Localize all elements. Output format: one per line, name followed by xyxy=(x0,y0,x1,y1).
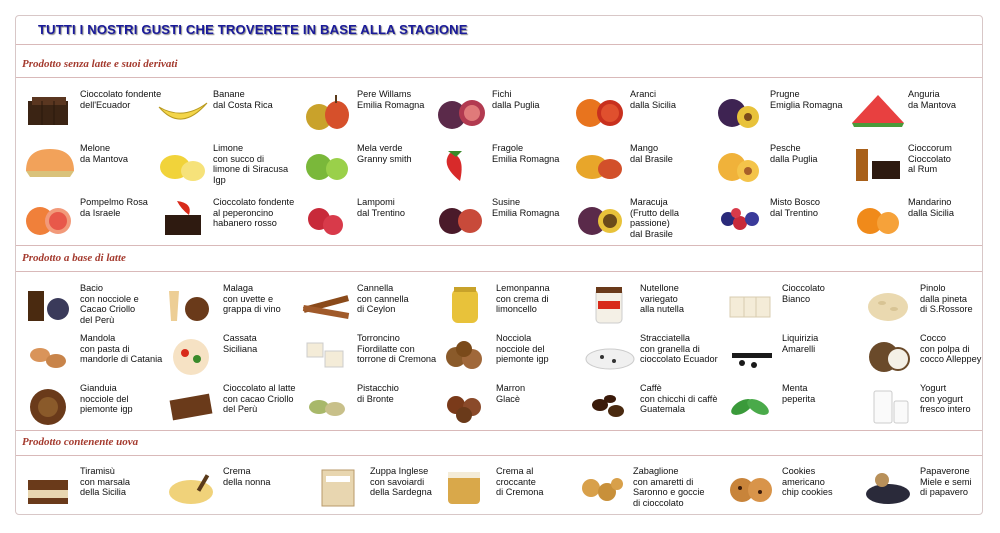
flavor-label: Lampomi dal Trentino xyxy=(357,197,406,218)
divider xyxy=(16,245,982,246)
flavor-label: Gianduia nocciole del piemonte igp xyxy=(80,383,133,414)
flavor-label: Malaga con uvette e grappa di vino xyxy=(223,283,281,314)
coffee-beans-icon xyxy=(580,381,638,427)
bacio-chocolate-icon xyxy=(20,281,78,327)
flavor-label: Mango dal Brasile xyxy=(630,143,673,164)
flavor-item xyxy=(297,195,435,241)
flavor-item xyxy=(436,381,574,427)
crunchy-cream-icon xyxy=(436,464,494,510)
poppy-seeds-icon xyxy=(860,464,918,510)
flavor-label: Torroncino Fiordilatte con torrone di Cremona xyxy=(357,333,437,364)
pistachio-icon xyxy=(297,381,355,427)
flavor-label: Cioccolato al latte con cacao Criollo del Perù xyxy=(223,383,296,414)
flavor-item xyxy=(860,381,998,427)
lemon-icon xyxy=(153,141,211,187)
chili-chocolate-icon xyxy=(153,195,211,241)
mango-icon xyxy=(570,141,628,187)
flavor-label: Anguria da Mantova xyxy=(908,89,957,110)
divider xyxy=(16,430,982,431)
divider xyxy=(16,455,982,456)
flavor-label: Mandola con pasta di mandorle di Catania xyxy=(80,333,163,364)
flavor-label: Pistacchio di Bronte xyxy=(357,383,399,404)
flavor-label: Fragole Emilia Romagna xyxy=(492,143,560,164)
flavor-item xyxy=(860,464,998,510)
flavor-label: Cocco con polpa di cocco Alleppey xyxy=(920,333,982,364)
mixed-berries-icon xyxy=(710,195,768,241)
flavor-label: Cioccorum Cioccolato al Rum xyxy=(908,143,952,174)
flavor-item xyxy=(153,195,295,241)
cinnamon-icon xyxy=(297,281,355,327)
flavor-item xyxy=(432,195,570,241)
flavor-label: Melone da Mantova xyxy=(80,143,129,164)
flavor-label: Crema della nonna xyxy=(223,466,271,487)
stracciatella-icon xyxy=(580,331,638,377)
orange-icon xyxy=(570,87,628,133)
flavor-item xyxy=(20,381,158,427)
pine-nuts-icon xyxy=(860,281,918,327)
flavor-item xyxy=(860,331,998,377)
flavor-item xyxy=(580,281,718,327)
flavor-item xyxy=(297,381,435,427)
flavor-item xyxy=(436,331,574,377)
flavor-item xyxy=(580,381,718,427)
flavor-label: Marron Glacè xyxy=(496,383,526,404)
flavor-item xyxy=(436,281,574,327)
mint-leaves-icon xyxy=(722,381,780,427)
page-title: TUTTI I NOSTRI GUSTI CHE TROVERETE IN BASE ALLA STAGIONE xyxy=(38,22,468,37)
flavor-label: Pere Willams Emilia Romagna xyxy=(357,89,425,110)
flavor-label: Papaverone Miele e semi di papavero xyxy=(920,466,972,497)
flavor-label: Mela verde Granny smith xyxy=(357,143,412,164)
peach-icon xyxy=(710,141,768,187)
flavor-label: Zabaglione con amaretti di Saronno e goccie di cioccolato xyxy=(633,466,705,508)
flavor-label: Cioccolato fondente al peperoncino habanero rosso xyxy=(213,197,295,228)
divider xyxy=(16,271,982,272)
flavor-item xyxy=(163,464,301,510)
flavor-item xyxy=(432,141,570,187)
flavor-label: Banane dal Costa Rica xyxy=(213,89,273,110)
flavor-item xyxy=(860,281,998,327)
flavor-item xyxy=(848,87,986,133)
flavor-label: Cassata Siciliana xyxy=(223,333,258,354)
melon-icon xyxy=(20,141,78,187)
flavor-label: Misto Bosco dal Trentino xyxy=(770,197,821,218)
flavor-label: Tiramisù con marsala della Sicilia xyxy=(80,466,131,497)
tiramisu-icon xyxy=(20,464,78,510)
flavor-item xyxy=(848,141,986,187)
fig-icon xyxy=(432,87,490,133)
flavor-item xyxy=(848,195,986,241)
mandarin-icon xyxy=(848,195,906,241)
flavor-item xyxy=(722,281,860,327)
flavor-item xyxy=(153,141,291,187)
flavor-label: Mandarino dalla Sicilia xyxy=(908,197,954,218)
flavor-item xyxy=(20,141,158,187)
flavor-label: Fichi dalla Puglia xyxy=(492,89,540,110)
flavor-label: Pompelmo Rosa da Israele xyxy=(80,197,148,218)
flavor-label: Prugne Emiglia Romagna xyxy=(770,89,843,110)
flavor-label: Susine Emilia Romagna xyxy=(492,197,560,218)
limoncello-jar-icon xyxy=(436,281,494,327)
nougat-icon xyxy=(297,331,355,377)
yogurt-glass-icon xyxy=(860,381,918,427)
flavor-label: Caffè con chicchi di caffè Guatemala xyxy=(640,383,718,414)
flavor-item xyxy=(20,331,163,377)
coconut-icon xyxy=(860,331,918,377)
divider xyxy=(16,77,982,78)
flavor-label: Liquirizia Amarelli xyxy=(782,333,819,354)
flavor-label: Nocciola nocciole del piemonte igp xyxy=(496,333,549,364)
passion-fruit-icon xyxy=(570,195,628,241)
ladyfingers-box-icon xyxy=(310,464,368,510)
flavor-item xyxy=(153,87,291,133)
milk-chocolate-icon xyxy=(163,381,221,427)
flavor-item xyxy=(432,87,570,133)
divider xyxy=(16,44,982,45)
raspberry-icon xyxy=(297,195,355,241)
plum-halves-icon xyxy=(432,195,490,241)
flavor-label: Limone con succo di limone di Siracusa Igp xyxy=(213,143,289,185)
flavor-item xyxy=(163,281,301,327)
flavor-item xyxy=(710,195,848,241)
flavor-item xyxy=(310,464,448,510)
flavor-label: Bacio con nocciole e Cacao Criollo del Perù xyxy=(80,283,139,325)
flavor-item xyxy=(710,87,848,133)
flavor-item xyxy=(297,331,435,377)
flavor-label: Pesche dalla Puglia xyxy=(770,143,818,164)
hazelnut-icon xyxy=(436,331,494,377)
flavor-item xyxy=(570,87,708,133)
flavor-item xyxy=(722,464,860,510)
section-title-dairy-free: Prodotto senza latte e suoi derivati xyxy=(22,58,178,70)
flavor-label: Nutellone variegato alla nutella xyxy=(640,283,684,314)
flavor-label: Lemonpanna con crema di limoncello xyxy=(496,283,550,314)
flavor-item xyxy=(436,464,574,510)
flavor-item xyxy=(20,87,162,133)
cassata-icon xyxy=(163,331,221,377)
white-chocolate-icon xyxy=(722,281,780,327)
flavor-item xyxy=(20,464,158,510)
grapefruit-icon xyxy=(20,195,78,241)
flavor-label: Aranci dalla Sicilia xyxy=(630,89,676,110)
flavor-label: Zuppa Inglese con savoiardi della Sardegna xyxy=(370,466,432,497)
section-title-egg-based: Prodotto contenente uova xyxy=(22,436,139,448)
flavor-label: Yogurt con yogurt fresco intero xyxy=(920,383,971,414)
chocolate-bar-icon xyxy=(20,87,78,133)
chestnut-icon xyxy=(436,381,494,427)
green-apple-icon xyxy=(297,141,355,187)
cookies-icon xyxy=(722,464,780,510)
flavor-label: Stracciatella con granella di cioccolato Ecuador xyxy=(640,333,718,364)
flavor-item xyxy=(710,141,848,187)
custard-icon xyxy=(163,464,221,510)
nutella-jar-icon xyxy=(580,281,638,327)
raisins-icon xyxy=(163,281,221,327)
flavor-label: Pinolo dalla pineta di S.Rossore xyxy=(920,283,973,314)
section-title-milk-based: Prodotto a base di latte xyxy=(22,252,126,264)
amaretti-icon xyxy=(573,464,631,510)
flavor-label: Cioccolato fondente dell'Ecuador xyxy=(80,89,162,110)
flavor-label: Cioccolato Bianco xyxy=(782,283,825,304)
flavor-label: Maracuja (Frutto della passione) dal Brasile xyxy=(630,197,680,239)
flavor-item xyxy=(580,331,718,377)
flavor-item xyxy=(297,87,435,133)
flavor-item xyxy=(297,281,435,327)
banana-icon xyxy=(153,87,211,133)
pear-icon xyxy=(297,87,355,133)
flavor-item xyxy=(573,464,711,510)
flavor-item xyxy=(163,331,301,377)
flavor-label: Menta peperita xyxy=(782,383,816,404)
gianduia-swirl-icon xyxy=(20,381,78,427)
strawberry-icon xyxy=(432,141,490,187)
flavor-item xyxy=(20,195,158,241)
flavor-item xyxy=(722,331,860,377)
flavor-label: Crema al croccante di Cremona xyxy=(496,466,544,497)
flavor-label: Cookies americano chip cookies xyxy=(782,466,833,497)
flavor-item xyxy=(20,281,158,327)
flavor-item xyxy=(570,141,708,187)
rum-chocolate-icon xyxy=(848,141,906,187)
plum-icon xyxy=(710,87,768,133)
flavor-label: Cannella con cannella di Ceylon xyxy=(357,283,409,314)
flavor-item xyxy=(570,195,708,241)
flavor-item xyxy=(163,381,301,427)
almonds-icon xyxy=(20,331,78,377)
licorice-icon xyxy=(722,331,780,377)
flavor-item xyxy=(297,141,435,187)
watermelon-icon xyxy=(848,87,906,133)
flavor-item xyxy=(722,381,860,427)
